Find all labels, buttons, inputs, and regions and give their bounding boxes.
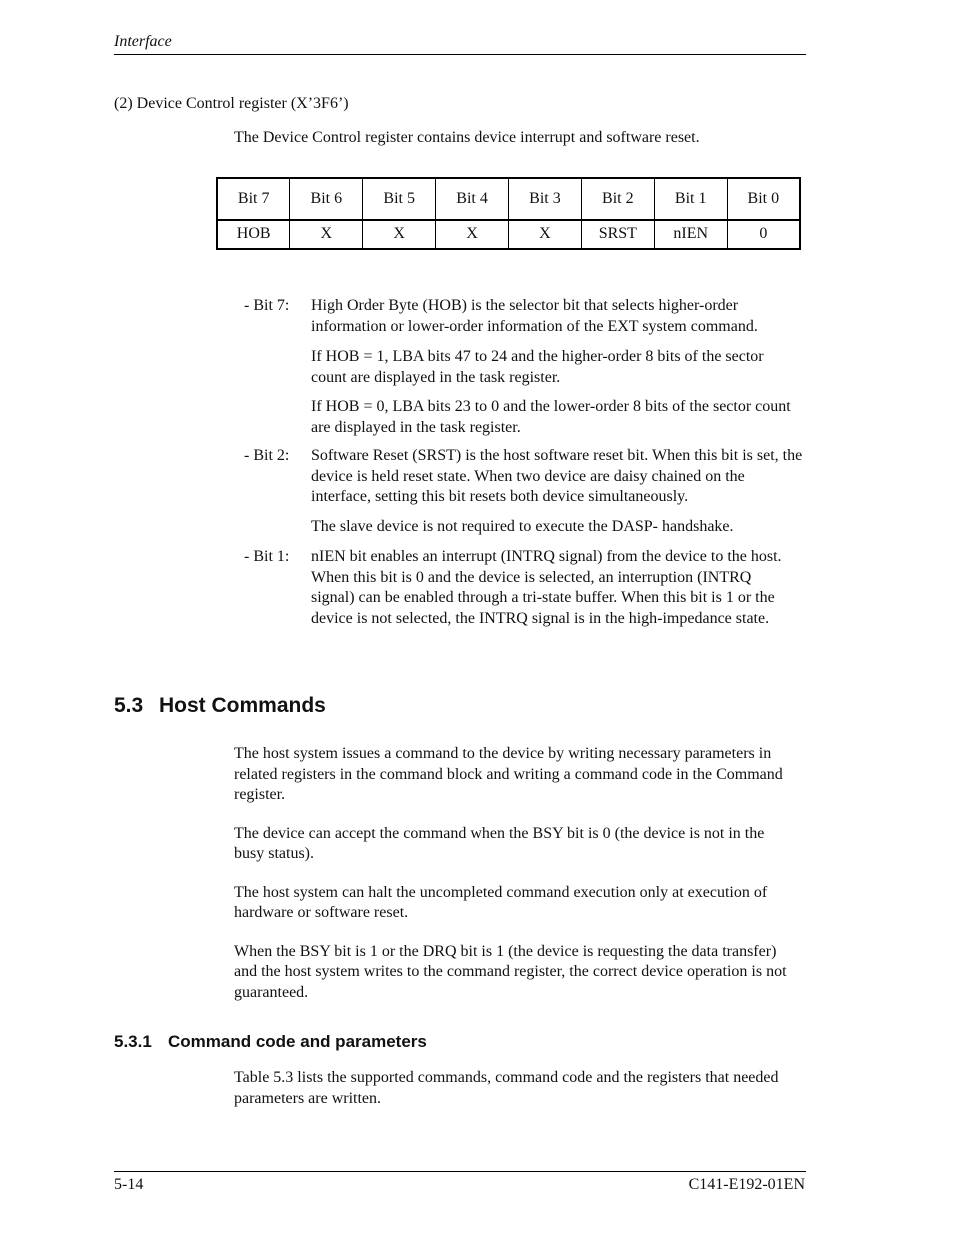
device-control-register-table [216, 177, 801, 250]
paragraph: Table 5.3 lists the supported commands, command code and the registers that needed parameters are written. [234, 1069, 779, 1107]
paragraph: The device can accept the command when the BSY bit is 0 (the device is not in the busy status). [234, 824, 765, 862]
bit-header-row [217, 178, 800, 220]
bit-value-row [217, 220, 800, 249]
header-rule [114, 54, 806, 55]
bit-header-cell: Bit 3 [509, 178, 582, 220]
subsection-title: Command code and parameters [168, 1032, 427, 1051]
bit-header-cell: Bit 6 [290, 178, 363, 220]
paragraph: The host system issues a command to the device by writing necessary parameters in related registers in the command block and writing a command code in the Command register. [234, 745, 783, 803]
page-number: 5-14 [114, 1176, 144, 1193]
bit-value-cell: HOB [217, 220, 290, 249]
bit-value-cell: nIEN [654, 220, 727, 249]
item-intro: The Device Control register contains device interrupt and software reset. [234, 129, 700, 146]
bit-header-cell: Bit 1 [654, 178, 727, 220]
bit-value-cell: 0 [727, 220, 800, 249]
running-header: Interface [114, 33, 172, 50]
document-id: C141-E192-01EN [688, 1176, 805, 1193]
bit7-label: - Bit 7: [244, 297, 290, 314]
paragraph: If HOB = 1, LBA bits 47 to 24 and the higher-order 8 bits of the sector count are displayed in the task register. [311, 348, 764, 386]
bit2-description [311, 446, 803, 537]
section-heading [114, 693, 326, 719]
bit-value-cell: X [363, 220, 436, 249]
paragraph: nIEN bit enables an interrupt (INTRQ signal) from the device to the host. When this bit is 0 and the device is selected, an interruption (INTRQ signal) can be enabled through a tri-state buffer. When this bit is 1 or the device is not selected, the INTRQ signal is in the high-impedance state. [311, 548, 782, 627]
bit7-description [311, 296, 803, 438]
bit1-label: - Bit 1: [244, 548, 290, 565]
section-5-3-1-body [234, 1068, 779, 1109]
bit-header-cell: Bit 0 [727, 178, 800, 220]
bit-header-cell: Bit 7 [217, 178, 290, 220]
bit-value-cell: SRST [581, 220, 654, 249]
paragraph: High Order Byte (HOB) is the selector bit that selects higher-order information or lower-order information of the EXT system command. [311, 297, 758, 335]
bit-value-cell: X [509, 220, 582, 249]
paragraph: The slave device is not required to execute the DASP- handshake. [311, 517, 734, 535]
subsection-number: 5.3.1 [114, 1032, 152, 1051]
paragraph: The host system can halt the uncompleted command execution only at execution of hardware or software reset. [234, 883, 768, 921]
item-title: (2) Device Control register (X’3F6’) [114, 95, 349, 112]
section-title: Host Commands [159, 694, 326, 717]
bit2-label: - Bit 2: [244, 447, 290, 464]
paragraph: Software Reset (SRST) is the host software reset bit. When this bit is set, the device is held reset state. When two device are daisy chained on the interface, setting this bit resets both device simultaneously. [311, 447, 803, 505]
bit-header-cell: Bit 2 [581, 178, 654, 220]
bit-value-cell: X [290, 220, 363, 249]
bit-value-cell: X [436, 220, 509, 249]
paragraph: If HOB = 0, LBA bits 23 to 0 and the lower-order 8 bits of the sector count are displayed in the task register. [311, 398, 791, 436]
section-number: 5.3 [114, 694, 144, 717]
section-5-3-body [234, 744, 804, 1003]
paragraph: When the BSY bit is 1 or the DRQ bit is 1 (the device is requesting the data transfer) and the host system writes to the command register, the correct device operation is not guaranteed. [234, 942, 787, 1001]
bit-header-cell: Bit 5 [363, 178, 436, 220]
bit1-description [311, 547, 791, 629]
bit-header-cell: Bit 4 [436, 178, 509, 220]
footer-rule [114, 1171, 806, 1172]
subsection-heading [114, 1031, 427, 1053]
